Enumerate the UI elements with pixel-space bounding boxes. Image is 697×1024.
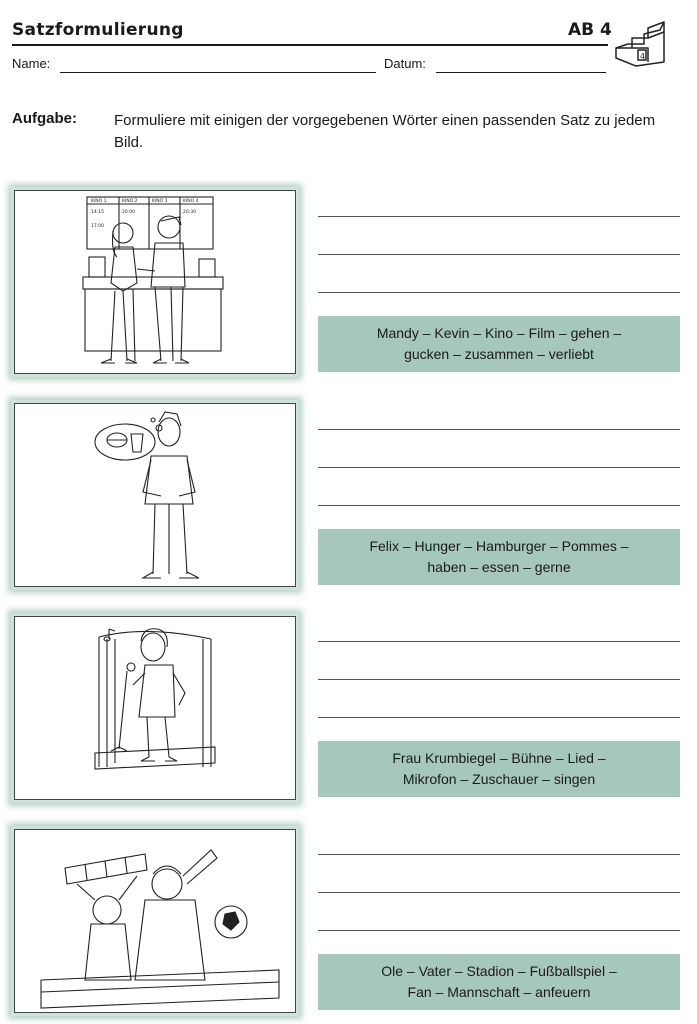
- cinema-time-1: 14:15: [91, 210, 104, 215]
- word-bank: [318, 741, 680, 797]
- answer-line[interactable]: [318, 679, 680, 680]
- answer-line[interactable]: [318, 717, 680, 718]
- svg-text:4: 4: [640, 52, 646, 61]
- date-label: Datum:: [384, 56, 426, 71]
- answer-line[interactable]: [318, 854, 680, 855]
- answer-line[interactable]: [318, 641, 680, 642]
- header-divider: [12, 44, 608, 46]
- word-bank-line: haben – essen – gerne: [427, 559, 571, 575]
- worksheet-code: AB 4: [568, 20, 612, 40]
- word-bank: [318, 316, 680, 372]
- word-bank-line: Felix – Hunger – Hamburger – Pommes –: [369, 538, 629, 554]
- cinema-time-2: 20:00: [122, 210, 135, 215]
- date-field[interactable]: [436, 72, 606, 73]
- name-field[interactable]: [60, 72, 376, 73]
- word-bank-line: Ole – Vater – Stadion – Fußballspiel –: [381, 963, 617, 979]
- cinema-time-4: 20:30: [183, 210, 196, 215]
- answer-line[interactable]: [318, 467, 680, 468]
- cinema-sign-4: KINO 4: [183, 199, 199, 204]
- answer-line[interactable]: [318, 254, 680, 255]
- word-bank-line: Mandy – Kevin – Kino – Film – gehen –: [376, 325, 622, 341]
- task-label: Aufgabe:: [12, 110, 77, 127]
- word-bank: [318, 529, 680, 585]
- word-bank-line: Fan – Mannschaft – anfeuern: [407, 984, 591, 1000]
- cinema-time-5: 17:00: [91, 224, 104, 229]
- cinema-couple-illustration: [14, 190, 296, 374]
- answer-line[interactable]: [318, 892, 680, 893]
- answer-line[interactable]: [318, 292, 680, 293]
- hungry-boy-illustration: [14, 403, 296, 587]
- answer-line[interactable]: [318, 930, 680, 931]
- woman-singing-stage-illustration: [14, 616, 296, 800]
- task-instruction: Formuliere mit einigen der vorgegebenen Wörter einen passenden Satz zu jedem Bild.: [114, 112, 656, 151]
- cinema-sign-2: KINO 2: [122, 199, 138, 204]
- word-bank: [318, 954, 680, 1010]
- cinema-sign-3: KINO 3: [152, 199, 168, 204]
- stadium-fans-illustration: [14, 829, 296, 1013]
- word-bank-line: Frau Krumbiegel – Bühne – Lied –: [392, 750, 606, 766]
- answer-line[interactable]: [318, 429, 680, 430]
- answer-line[interactable]: [318, 216, 680, 217]
- answer-line[interactable]: [318, 505, 680, 506]
- stairs-step-4-icon: [612, 18, 672, 70]
- word-bank-line: Mikrofon – Zuschauer – singen: [402, 771, 596, 787]
- word-bank-line: gucken – zusammen – verliebt: [404, 346, 594, 362]
- name-label: Name:: [12, 56, 51, 71]
- cinema-sign-1: KINO 1: [91, 199, 107, 204]
- worksheet-title: Satzformulierung: [12, 20, 184, 40]
